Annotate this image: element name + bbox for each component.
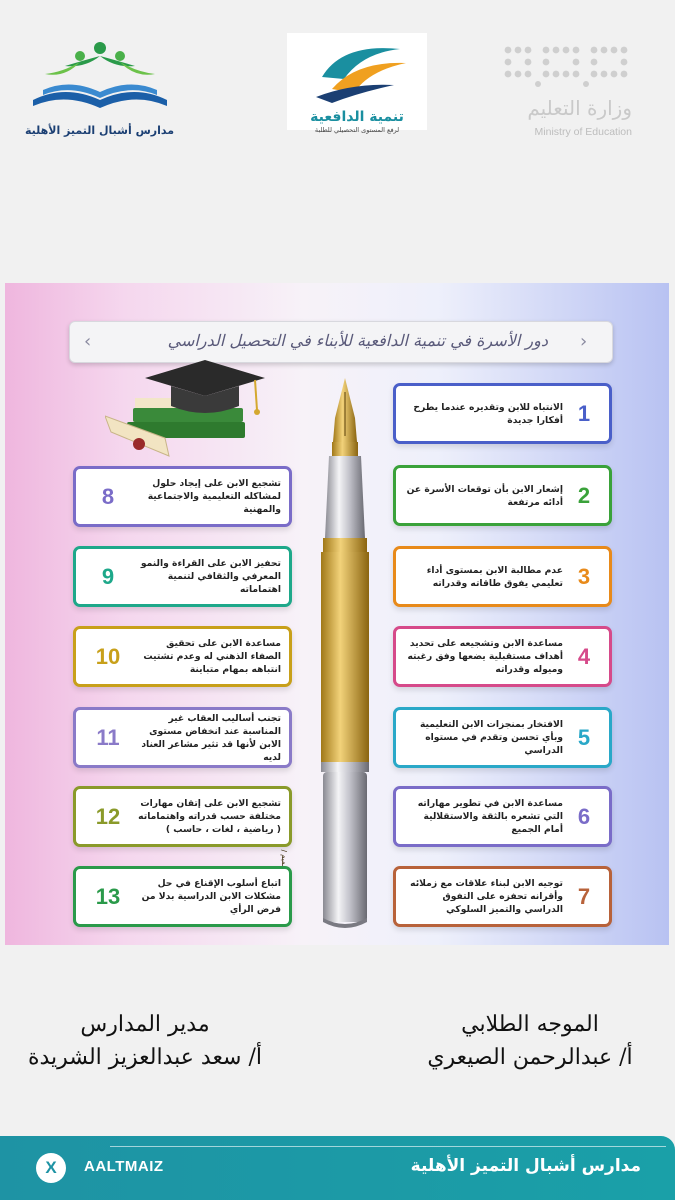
footer-school-name: مدارس أشبال التميز الأهلية bbox=[410, 1156, 641, 1176]
item-text: الانتباه للابن وتقديره عندما يطرح أفكارا جديدة bbox=[413, 401, 563, 426]
counselor-name: أ/ عبدالرحمن الصيعري bbox=[427, 1045, 633, 1070]
item-card-9 bbox=[73, 546, 292, 607]
item-number: 7 bbox=[577, 884, 591, 909]
ministry-name-en: Ministry of Education bbox=[534, 126, 632, 138]
item-text: تشجيع الابن على إيجاد حلول لمشاكله التعليمية والاجتماعية والمهنية bbox=[147, 478, 281, 515]
ministry-name-ar: وزارة التعليم bbox=[527, 96, 632, 120]
item-text: إشعار الابن بأن توقعات الأسرة عن أدائه مرتفعة bbox=[406, 483, 563, 508]
swoosh-icon bbox=[302, 39, 412, 103]
principal-name: أ/ سعد عبدالعزيز الشريدة bbox=[27, 1045, 263, 1070]
school-logo-caption: مدارس أشبال التميز الأهلية bbox=[24, 124, 175, 137]
item-text: اتباع أسلوب الإقناع في حل مشكلات الابن الدراسية بدلا من فرض الرأي bbox=[141, 878, 281, 915]
item-number: 4 bbox=[577, 644, 591, 669]
item-card-1 bbox=[393, 383, 612, 444]
item-text: الافتخار بمنجزات الابن التعليمية وبأي تحسن وتقدم في مستواه الدراسي bbox=[419, 719, 563, 756]
item-number: 5 bbox=[577, 725, 591, 750]
item-card-8 bbox=[73, 466, 292, 527]
x-social-icon[interactable]: X bbox=[36, 1153, 66, 1183]
item-number: 1 bbox=[577, 401, 591, 426]
item-number: 12 bbox=[95, 804, 121, 829]
item-text: تشجيع الابن على إتقان مهارات مختلفة حسب قدراته واهتماماته ( رياضية ، لغات ، حاسب ) bbox=[138, 798, 281, 835]
counselor-role: الموجه الطلابي bbox=[461, 1012, 599, 1037]
footer-divider bbox=[110, 1146, 666, 1147]
item-text: تحفيز الابن على القراءة والنمو المعرفي والثقافي لتنمية اهتماماته bbox=[140, 558, 281, 595]
motivation-logo bbox=[287, 33, 427, 134]
item-number: 6 bbox=[577, 804, 591, 829]
item-text: مساعدة الابن في تطوير مهاراته التي تشعره بالثقة والاستقلالية أمام الجميع bbox=[417, 798, 563, 835]
item-card-6 bbox=[393, 786, 612, 847]
chevron-right-icon: › bbox=[580, 331, 588, 352]
item-text: مساعدة الابن وتشجيعه على تحديد أهداف مستقبلية يضعها وفق رغبته وميوله وقدراته bbox=[407, 638, 563, 675]
item-text: مساعدة الابن على تحقيق الصفاء الذهني له وعدم تشتيت انتباهه بمهام متباينة bbox=[143, 638, 281, 675]
item-card-10 bbox=[73, 626, 292, 687]
item-card-5 bbox=[393, 707, 612, 768]
footer bbox=[0, 1136, 675, 1200]
item-card-3 bbox=[393, 546, 612, 607]
item-number: 13 bbox=[95, 884, 121, 909]
principal-role: مدير المدارس bbox=[80, 1012, 210, 1037]
item-number: 2 bbox=[577, 483, 591, 508]
school-logo bbox=[22, 38, 177, 148]
item-card-11 bbox=[73, 707, 292, 768]
item-number: 8 bbox=[101, 484, 115, 509]
item-card-12 bbox=[73, 786, 292, 847]
item-number: 11 bbox=[96, 725, 120, 750]
motivation-logo-subtitle: لرفع المستوى التحصيلي للطلبة bbox=[314, 126, 400, 134]
fountain-pen-icon bbox=[305, 378, 385, 928]
item-number: 9 bbox=[101, 564, 115, 589]
item-card-4 bbox=[393, 626, 612, 687]
item-card-2 bbox=[393, 465, 612, 526]
item-text: عدم مطالبة الابن بمستوى أداء تعليمي يفوق طاقاته وقدراته bbox=[426, 564, 563, 589]
item-text: تجنب أساليب العقاب غير المناسبة عند انخفاض مستوى الابن لأنها قد تثير مشاعر العناد لديه bbox=[141, 712, 281, 763]
chevron-left-icon: ‹ bbox=[84, 331, 92, 352]
infographic-title: دور الأسرة في تنمية الدافعية للأبناء في التحصيل الدراسي bbox=[167, 331, 548, 350]
open-book-people-icon bbox=[25, 38, 175, 118]
item-number: 3 bbox=[577, 564, 591, 589]
ministry-logo bbox=[496, 40, 636, 150]
signature-principal bbox=[0, 1012, 290, 1070]
graduation-cap-books-icon bbox=[105, 358, 265, 468]
item-text: توجيه الابن لبناء علاقات مع زملائه وأقرانه تحفزه على التفوق الدراسي والتميز السلوكي bbox=[410, 878, 563, 915]
social-handle[interactable]: AALTMAIZ bbox=[84, 1158, 164, 1175]
ministry-dots-icon bbox=[498, 40, 632, 90]
item-card-7 bbox=[393, 866, 612, 927]
item-number: 10 bbox=[95, 644, 121, 669]
signature-counselor bbox=[415, 1012, 645, 1070]
infographic bbox=[5, 283, 669, 945]
infographic-banner bbox=[69, 321, 613, 363]
motivation-logo-title: تنمية الدافعية bbox=[310, 109, 404, 125]
item-card-13 bbox=[73, 866, 292, 927]
